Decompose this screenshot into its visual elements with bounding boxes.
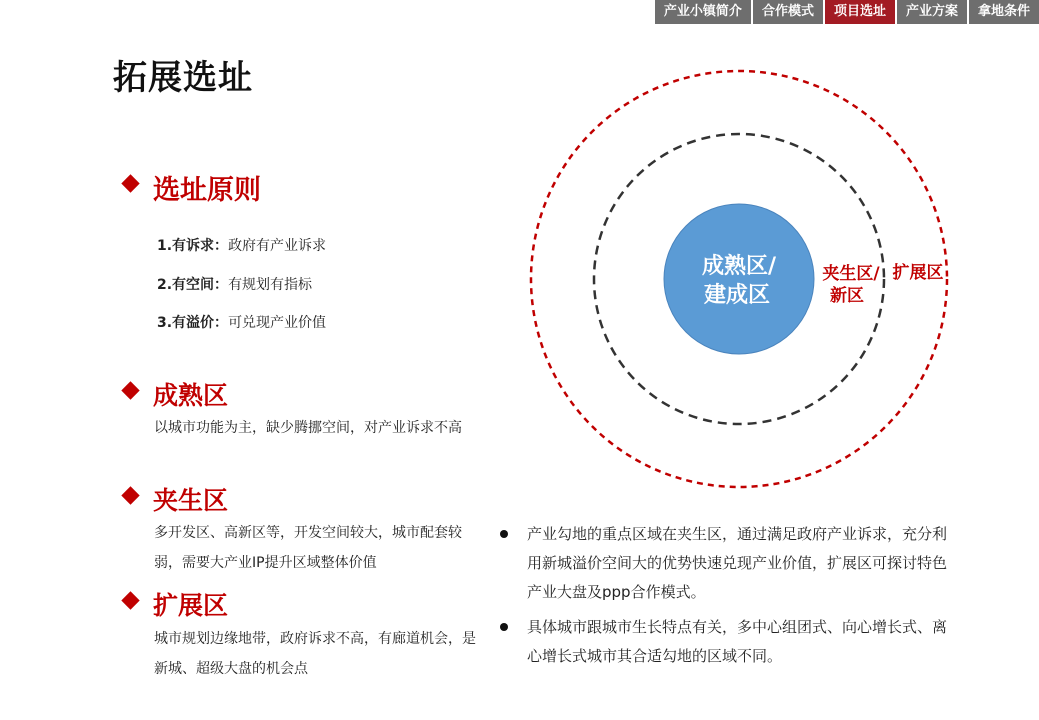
principle-text: 可兑现产业价值 (228, 315, 327, 331)
diamond-bullet-icon (121, 381, 139, 399)
zone-diagram (525, 65, 955, 495)
center-label-line1: 成熟区/ (701, 254, 777, 279)
mature-zone-desc: 以城市功能为主，缺少腾挪空间，对产业诉求不高 (154, 420, 462, 436)
principle-item (157, 274, 312, 294)
bullet-text: 产业勾地的重点区域在夹生区，通过满足政府产业诉求，充分利用新城溢价空间大的优势快速兑现产业价值，扩展区可探讨特色产业大盘及ppp合作模式。 (527, 525, 948, 601)
diamond-bullet-icon (121, 591, 139, 609)
bullet-dot-icon (500, 623, 508, 631)
principle-item (157, 312, 326, 332)
diamond-bullet-icon (121, 174, 139, 192)
tab-industry-town-intro[interactable]: 产业小镇简介 (655, 0, 751, 24)
bullet-dot-icon (500, 530, 508, 538)
center-label-line2: 建成区 (703, 283, 771, 308)
tab-industry-plan[interactable]: 产业方案 (897, 0, 967, 24)
expansion-zone-title: 扩展区 (153, 591, 229, 620)
tab-project-site-selection[interactable]: 项目选址 (825, 0, 895, 24)
tab-cooperation-mode[interactable]: 合作模式 (753, 0, 823, 24)
principles-title: 选址原则 (153, 175, 261, 206)
page-title: 拓展选址 (113, 58, 253, 98)
principle-label: 1.有诉求： (157, 238, 229, 254)
diamond-bullet-icon (121, 486, 139, 504)
outer-label: 扩展区 (892, 263, 944, 283)
tab-land-conditions[interactable]: 拿地条件 (969, 0, 1039, 24)
principle-label: 2.有空间： (157, 277, 229, 293)
principle-text: 政府有产业诉求 (228, 238, 327, 254)
top-nav (653, 0, 1039, 24)
center-circle-mature (664, 204, 814, 354)
between-zone-title: 夹生区 (153, 486, 229, 515)
middle-label-line1: 夹生区/ (822, 264, 880, 284)
between-zone-desc: 多开发区、高新区等，开发空间较大，城市配套较弱，需要大产业IP提升区域整体价值 (154, 525, 462, 571)
principle-item (157, 235, 326, 255)
mature-zone-title: 成熟区 (153, 381, 229, 410)
bullet-text: 具体城市跟城市生长特点有关，多中心组团式、向心增长式、离心增长式城市其合适勾地的区域不同。 (527, 618, 948, 665)
principle-label: 3.有溢价： (157, 315, 229, 331)
principle-text: 有规划有指标 (228, 277, 313, 293)
expansion-zone-desc: 城市规划边缘地带，政府诉求不高，有廊道机会，是新城、超级大盘的机会点 (154, 631, 476, 677)
middle-label-line2: 新区 (830, 286, 864, 306)
